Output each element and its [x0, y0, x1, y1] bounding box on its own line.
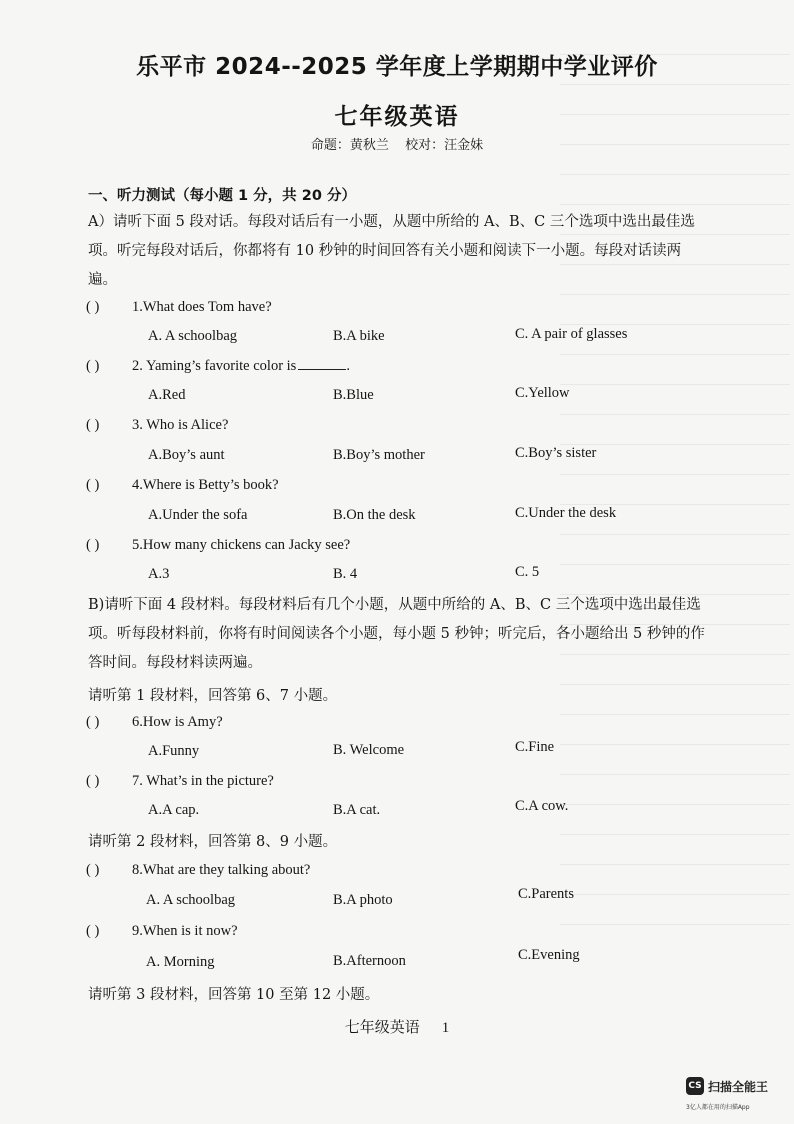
option-b: B.Blue — [333, 387, 374, 403]
material-2-label: 请听第 2 段材料，回答第 8、9 小题。 — [88, 834, 338, 850]
question-text: 9.When is it now? — [132, 923, 238, 939]
option-c: C. A pair of glasses — [515, 326, 628, 342]
option-a: A.Funny — [148, 743, 200, 759]
bleed-through-texture — [560, 40, 790, 940]
option-a: A. Morning — [146, 954, 215, 970]
question-3 — [86, 417, 228, 434]
question-text: 1.What does Tom have? — [132, 299, 272, 315]
camscanner-icon: CS — [686, 1077, 704, 1095]
question-5 — [86, 537, 350, 554]
option-c: C.Parents — [518, 886, 574, 902]
option-c: C.A cow. — [515, 798, 569, 814]
question-text: 7. What’s in the picture? — [132, 773, 274, 789]
material-1-label: 请听第 1 段材料，回答第 6、7 小题。 — [88, 688, 338, 704]
option-c: C. 5 — [515, 564, 540, 580]
question-text: 2. Yaming’s favorite color is — [132, 358, 297, 374]
section-heading: 一、听力测试（每小题 1 分，共 20 分） — [88, 188, 356, 204]
option-a: A.Red — [148, 387, 186, 403]
answer-bracket[interactable]: ( ) — [86, 358, 100, 374]
question-text: 4.Where is Betty’s book? — [132, 477, 279, 493]
watermark-tagline: 3亿人都在用的扫描App — [686, 1104, 750, 1111]
question-text: 3. Who is Alice? — [132, 417, 229, 433]
question-1 — [86, 299, 272, 316]
option-b: B.On the desk — [333, 507, 416, 523]
partB-instructions: B)请听下面 4 段材料。每段材料后有几个小题，从题中所给的 A、B、C 三个选项中选出最佳选项。听每段材料前，你将有时间阅读各个小题，每小题 5 秒钟；听完后，各小题给出 5 秒钟的作答时间。每段材料读两遍。 — [88, 597, 705, 671]
reviewer-label: 校对：汪金妹 — [405, 138, 484, 153]
question-2: ( ) 2. Yaming’s favorite color is . — [86, 358, 350, 374]
option-b: B.A cat. — [333, 802, 381, 818]
option-c: C.Boy’s sister — [515, 445, 597, 461]
answer-bracket[interactable]: ( ) — [86, 862, 100, 878]
option-b: B.A photo — [333, 892, 393, 908]
partA-instructions: A）请听下面 5 段对话。每段对话后有一小题，从题中所给的 A、B、C 三个选项中选出最佳选项。听完每段对话后，你都将有 10 秒钟的时间回答有关小题和阅读下一小题。每段对话读两遍。 — [88, 214, 695, 288]
answer-bracket[interactable]: ( ) — [86, 417, 100, 433]
fill-blank[interactable] — [298, 357, 346, 370]
option-a: A. A schoolbag — [146, 892, 236, 908]
author-label: 命题：黄秋兰 — [310, 138, 389, 153]
answer-bracket[interactable]: ( ) — [86, 714, 100, 730]
option-b: B.A bike — [333, 328, 385, 344]
watermark-app-name: 扫描全能王 — [708, 1080, 769, 1094]
option-c: C.Yellow — [515, 385, 570, 401]
question-7 — [86, 773, 274, 790]
question-text: 5.How many chickens can Jacky see? — [132, 537, 351, 553]
page-number: 1 — [441, 1020, 450, 1036]
question-8 — [86, 862, 310, 879]
option-c: C.Evening — [518, 947, 580, 963]
option-b: B.Boy’s mother — [333, 447, 425, 463]
question-text: 6.How is Amy? — [132, 714, 223, 730]
option-b: B. 4 — [333, 566, 358, 582]
question-9 — [86, 923, 238, 940]
footer-subject: 七年级英语 — [344, 1018, 420, 1036]
page-footer — [0, 1016, 794, 1037]
answer-bracket[interactable]: ( ) — [86, 477, 100, 493]
answer-bracket[interactable]: ( ) — [86, 923, 100, 939]
author-line — [0, 134, 794, 153]
option-b: B.Afternoon — [333, 953, 406, 969]
scanner-watermark — [686, 1077, 786, 1117]
option-a: A. A schoolbag — [148, 328, 238, 344]
option-c: C.Under the desk — [515, 505, 617, 521]
option-a: A.A cap. — [148, 802, 200, 818]
question-4 — [86, 477, 279, 494]
answer-bracket[interactable]: ( ) — [86, 537, 100, 553]
page-subtitle: 七年级英语 — [334, 104, 460, 130]
answer-bracket[interactable]: ( ) — [86, 773, 100, 789]
option-a: A.Boy’s aunt — [148, 447, 225, 463]
option-b: B. Welcome — [333, 742, 405, 758]
answer-bracket[interactable]: ( ) — [86, 299, 100, 315]
material-3-label: 请听第 3 段材料，回答第 10 至第 12 小题。 — [88, 987, 380, 1003]
option-a: A.3 — [148, 566, 170, 582]
question-text: 8.What are they talking about? — [132, 862, 311, 878]
option-c: C.Fine — [515, 739, 555, 755]
option-a: A.Under the sofa — [148, 507, 248, 523]
question-6 — [86, 714, 223, 731]
page-title: 乐平市 2024--2025 学年度上学期期中学业评价 — [136, 54, 658, 80]
